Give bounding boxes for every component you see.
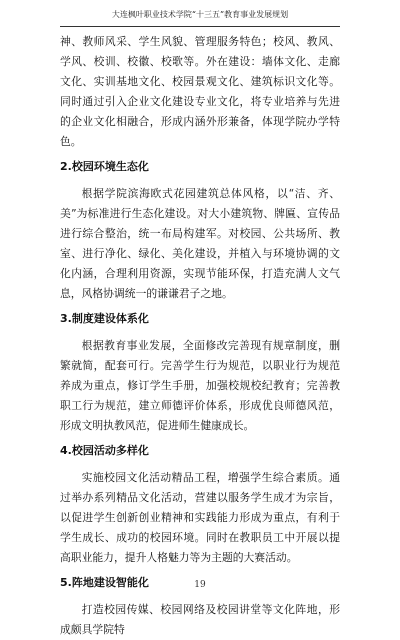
section-heading-environment: 2.校园环境生态化: [60, 160, 149, 173]
section-body-regulations: 根据教育事业发展，全面修改完善现有规章制度，删繁就简，配套可行。完善学生行为规范，以职业行为规范养成为重点，修订学生手册，加强校规校纪教育；完善教职工行为规范，建立师德评价体系，形成优良师德风范，形成文明执教风范，促进师生健康成长。: [60, 339, 340, 432]
section-body-platforms: 打造校园传媒、校园网络及校园讲堂等文化阵地，形成颇具学院特: [60, 603, 340, 636]
section-heading-platforms: 5.阵地建设智能化: [60, 576, 149, 589]
page-header: [60, 9, 340, 27]
section-body-environment: 根据学院滨海欧式花园建筑总体风格，以“洁、齐、美”为标准进行生态化建设。对大小建筑物、牌匾、宣传品进行综合整治，统一布局构建军。对校园、公共场所、教室、进行净化、绿化、美化建设，并植入与环境协调的文化内涵，合理利用资源，实现节能环保，打造充满人文气息，风格协调统一的谦谦君子之地。: [60, 187, 340, 300]
section-heading-activities: 4.校园活动多样化: [60, 444, 149, 457]
document-body: [60, 32, 340, 640]
header-title: 大连枫叶职业技术学院“十三五”教育事业发展规划: [111, 10, 289, 19]
page-number: 19: [194, 580, 206, 590]
intro-paragraph: 神、教师风采、学生风貌、管理服务特色；校风、教风、学风、校训、校徽、校歌等。外在建设：墙体文化、走廊文化、实训基地文化、校园景观文化、建筑标识文化等。同时通过引入企业文化建设专业文化，将专业培养与先进的企业文化相融合，形成内涵外形兼备，体现学院办学特色。: [60, 35, 340, 148]
section-heading-regulations: 3.制度建设体系化: [60, 312, 149, 325]
section-body-activities: 实施校园文化活动精品工程，增强学生综合素质。通过举办系列精品文化活动，营建以服务学生成才为宗旨，以促进学生创新创业精神和实践能力形成为重点，有利于学生成长、成功的校园环境。同时在教职员工中开展以提高职业能力，提升人格魅力等为主题的大赛活动。: [60, 471, 340, 564]
